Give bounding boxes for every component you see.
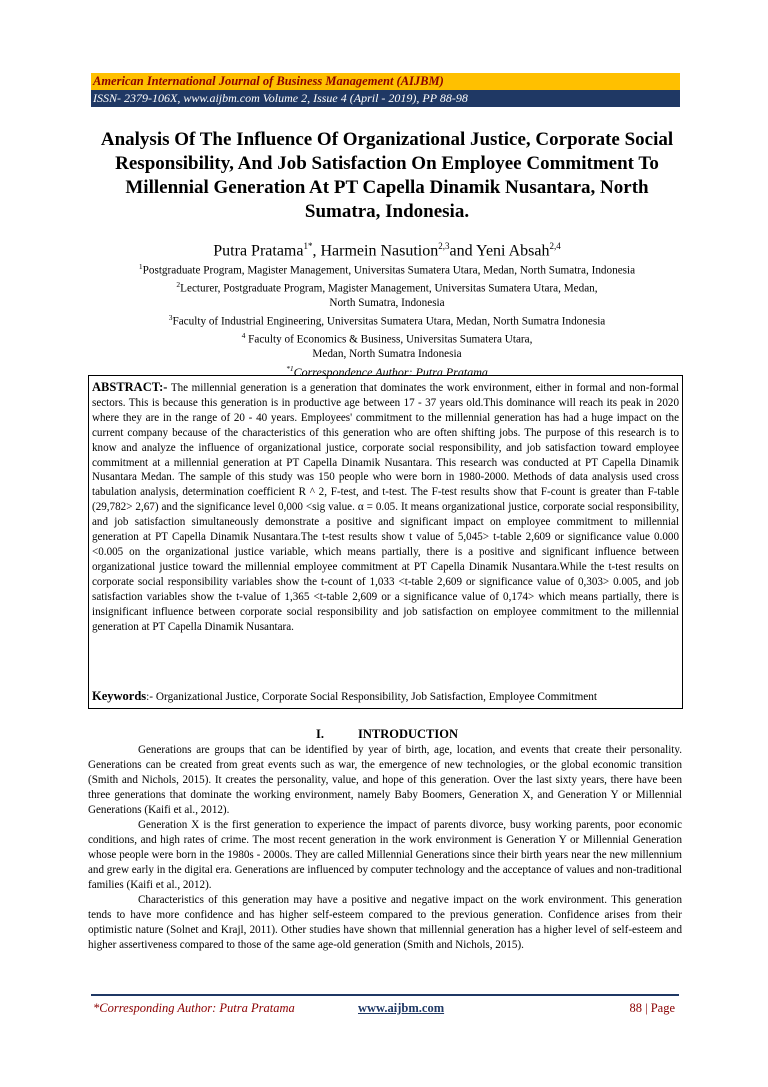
journal-name: American International Journal of Business Management (AIJBM): [91, 73, 680, 90]
author-affil-mark: 2,4: [549, 241, 561, 251]
affiliation-line: [92, 278, 682, 296]
page-footer: [91, 994, 679, 1016]
affil-mark: 2: [176, 280, 181, 290]
author-separator: and: [449, 242, 476, 260]
paragraph: Generation X is the first generation to experience the impact of parents divorce, busy working parents, poor economic conditions, and high rates of crime. The most recent generation in the work environment is Generation Y or Millennial Generation whose people were born in the 1980s - 2000s. They are called Millennial Generations since their birth years near the new millennium and grew early in the digital era. Generations are influenced by computer technology and the acceptance of values and non-traditional families (Kaifi et al., 2012).: [88, 819, 682, 891]
affil-mark: 3: [168, 312, 173, 322]
journal-issn-line: ISSN- 2379-106X, www.aijbm.com Volume 2, Issue 4 (April - 2019), PP 88-98: [91, 90, 680, 107]
affil-text: Faculty of Economics & Business, Universitas Sumatera Utara,: [245, 333, 533, 346]
affiliation-line: [92, 296, 682, 311]
author-affil-mark: 2,3: [438, 241, 450, 251]
author-name: Putra Pratama: [213, 242, 304, 260]
affil-text: Faculty of Industrial Engineering, Universitas Sumatera Utara, Medan, North Sumatra Indonesia: [172, 315, 606, 328]
paragraph: Characteristics of this generation may have a positive and negative impact on the work environment. This generation tends to have more confidence and has higher self-esteem compared to the previous generation. Confidence arises from their optimistic nature (Solnet and Krajl, 2011). Other studies have shown that millennial generation has a higher level of self-esteem and higher assertiveness compared to those of the same age-old generation (Smith and Nichols, 2015).: [88, 894, 682, 951]
footer-corresponding-author: *Corresponding Author: Putra Pratama: [93, 1001, 295, 1015]
affil-text: Postgraduate Program, Magister Management, Universitas Sumatera Utara, Medan, North Sumatra, Indonesia: [142, 264, 636, 277]
abstract: [92, 380, 679, 634]
affiliation-line: [92, 260, 682, 278]
corr-text: Correspondence Author: Putra Pratama: [293, 364, 488, 379]
affil-text: Lecturer, Postgraduate Program, Magister Management, Universitas Sumatera Utara, Medan,: [180, 282, 598, 295]
body-text: [88, 743, 682, 953]
keywords-label: Keywords: [92, 689, 147, 703]
abstract-label: ABSTRACT:-: [92, 380, 168, 394]
author-affil-mark: 1*: [303, 241, 313, 251]
affiliation-line: [92, 311, 682, 329]
affiliation-line: [92, 347, 682, 362]
affil-mark: 1: [138, 262, 143, 271]
author-name: Yeni Absah: [475, 242, 550, 260]
section-title: INTRODUCTION: [357, 727, 458, 741]
section-heading: [88, 726, 686, 742]
footer-website-link[interactable]: www.aijbm.com: [358, 1001, 445, 1015]
page-number: 88 | Page: [629, 1001, 675, 1015]
keywords-text: :- Organizational Justice, Corporate Social Responsibility, Job Satisfaction, Employee Commitment: [146, 691, 598, 703]
journal-header: [91, 73, 680, 107]
section-number: I.: [315, 727, 324, 741]
paper-title: Analysis Of The Influence Of Organizational Justice, Corporate Social Responsibility, And Job Satisfaction On Employee Commitment To Millennial Generation At PT Capella Dinamik Nusantara, North Sumatra, Indonesia.: [100, 129, 674, 222]
affil-text: Medan, North Sumatra Indonesia: [312, 348, 462, 361]
author-list: [88, 236, 686, 261]
abstract-text: The millennial generation is a generation that dominates the work environment, either in formal and non-formal sectors. This is because this generation is in productive age between 17 - 37 years old.This dominance will reach its peak in 2020 where they are in the range of 20 - 40 years. Employees' commitment to the millennial generation has had a huge impact on the current company because of the characteristics of this generation who are often shifting jobs. The purpose of this research is to know and analyze the influence of organizational justice, corporate social responsibility, and job satisfaction toward employee commitment at a millennial generation at PT Capella Dinamik Nusantara. This research was conducted at PT Capella Dinamik Nusantara Medan. The sample of this study was 150 people who were born in 1980-2000. Methods of data analysis used cross tabulation analysis, determination coefficient R ^ 2, F-test, and t-test. The F-test results show that F-count is greater than F-table (29,782> 2,67) and the significance level 0,000 <sig value. α = 0.05. It means organizational justice, corporate social responsibility, and job satisfaction simultaneously demonstrate a positive and significant impact on employee commitment to millennial generation at PT Capella Dinamik Nusantara.The t-test results show t value of 5,045> t-table 2,609 or significance value 0.000 <0.005 on the organizational justice variable, which means partially, there is a positive and significant influence between organizational justice toward the millennial employee commitment at PT Capella Dinamik Nusantara.While the t-test results on corporate social responsibility variables show the t-count of 1,033 <t-table 2,609 or significance value of 0,303> 0.005, and job satisfaction variables show the t-value of 1,365 <t-table 2,609 or a significance value of 0,174> which means partially, there is insignificant influence between corporate social responsibility and job satisfaction on employee commitment to the millennial generation at PT Capella Dinamik Nusantara.: [92, 382, 679, 633]
paragraph: Generations are groups that can be identified by year of birth, age, location, and events that create their personality. Generations can be created from great events such as war, the emergence of new technologies, or the global economic transition (Smith and Nichols, 2015). It creates the personality, value, and hope of this generation. Over the last sixty years, there have been three generations that dominate the working environment, namely Baby Boomers, Generation X, and Generation Y or Millennial Generations (Kaifi et al., 2012).: [88, 744, 682, 816]
affiliations: [92, 260, 682, 379]
abstract-box: [88, 375, 683, 709]
corr-mark: *1: [286, 363, 294, 373]
author-name: Harmein Nasution: [320, 242, 439, 260]
affiliation-line: [92, 329, 682, 347]
affil-text: North Sumatra, Indonesia: [329, 297, 445, 310]
keywords: [92, 689, 679, 705]
author-separator: ,: [312, 242, 321, 260]
affil-mark: 4: [241, 331, 246, 341]
